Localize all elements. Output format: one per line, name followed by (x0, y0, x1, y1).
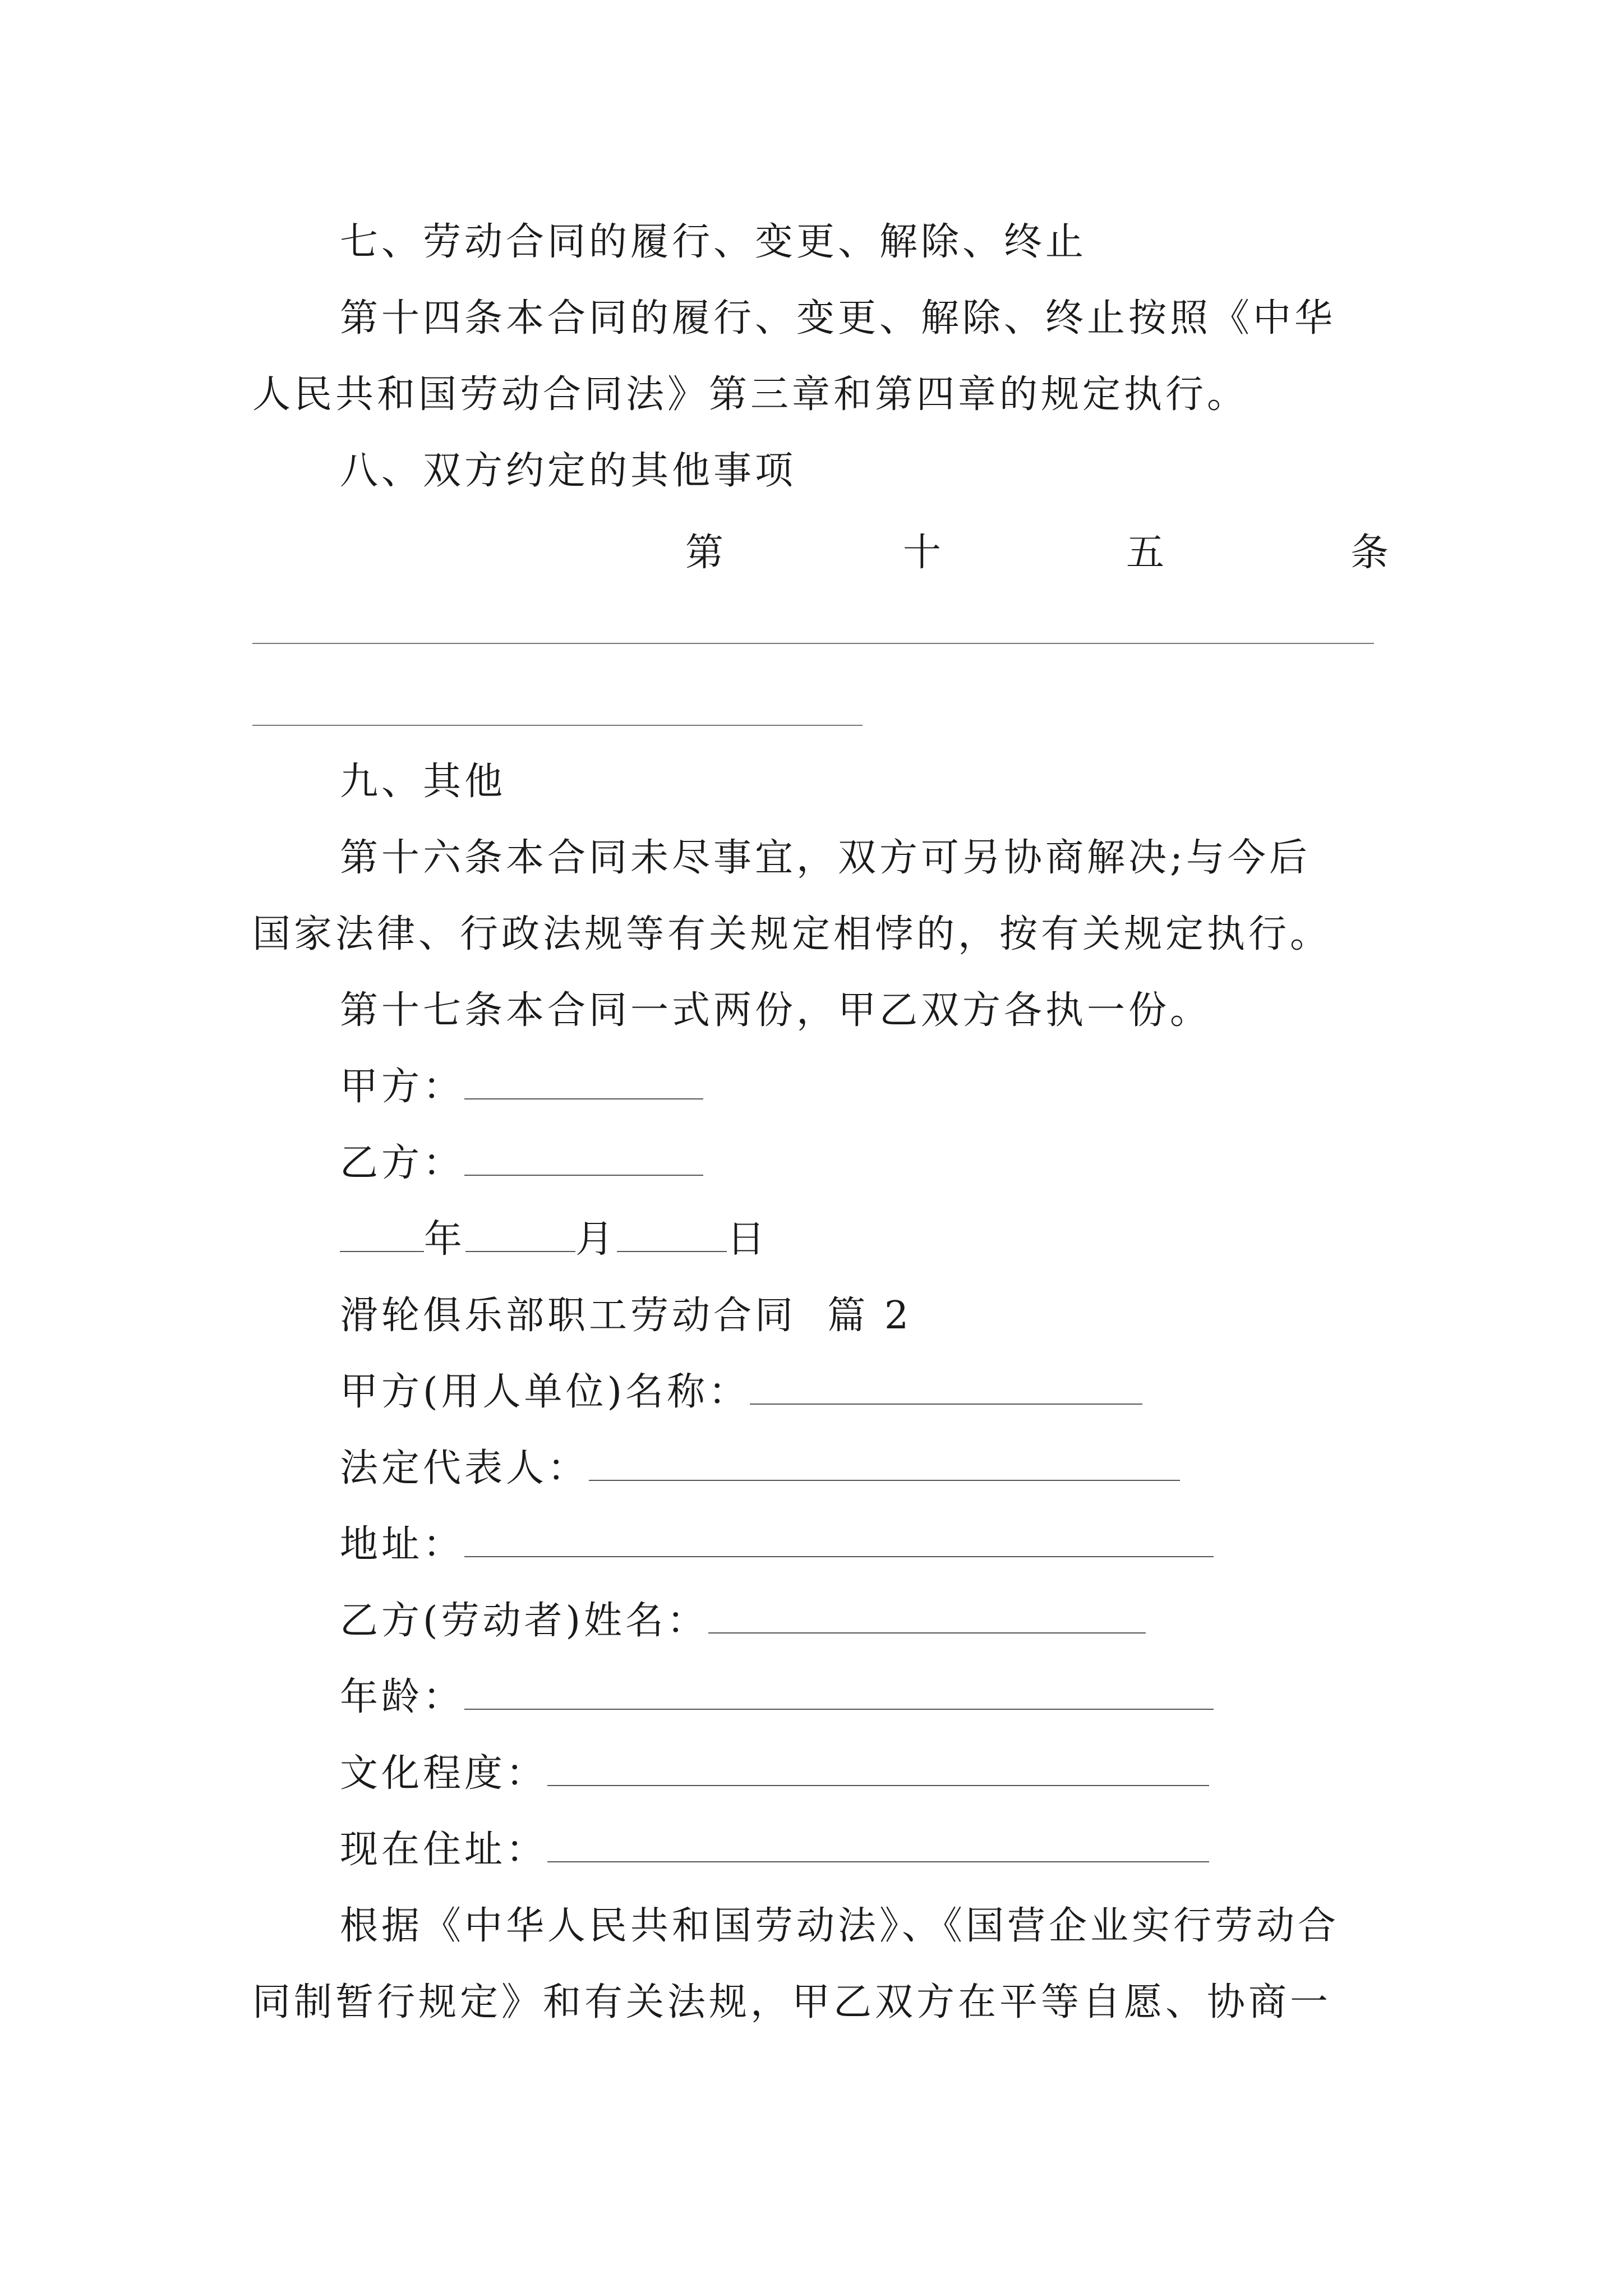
day-label: 日 (727, 1217, 769, 1262)
age-label: 年龄： (340, 1675, 465, 1719)
party-b-signature-row (340, 1141, 703, 1185)
employee-field[interactable] (708, 1630, 1146, 1634)
residence-field[interactable] (547, 1859, 1209, 1862)
employer-field[interactable] (750, 1401, 1142, 1405)
address-field[interactable] (464, 1554, 1214, 1557)
day-field[interactable] (617, 1249, 727, 1252)
legal-rep-row (340, 1446, 1180, 1490)
education-label: 文化程度： (340, 1751, 548, 1796)
article-16-line-2: 国家法律、行政法规等有关规定相悖的，按有关规定执行。 (252, 912, 1332, 956)
date-row (340, 1217, 769, 1262)
residence-row (340, 1828, 1209, 1872)
party-b-label: 乙方： (340, 1141, 465, 1185)
month-label: 月 (575, 1217, 617, 1262)
employer-row (340, 1370, 1142, 1414)
article-14-line-2: 人民共和国劳动合同法》第三章和第四章的规定执行。 (252, 372, 1249, 417)
employee-label: 乙方(劳动者)姓名： (340, 1599, 709, 1643)
article-15-char-3: 五 (1126, 531, 1165, 575)
article-16-line-1: 第十六条本合同未尽事宜，双方可另协商解决;与今后 (340, 836, 1311, 880)
year-field[interactable] (340, 1249, 424, 1252)
article-15-char-4: 条 (1350, 531, 1389, 575)
section-9-heading: 九、其他 (340, 760, 506, 804)
education-row (340, 1751, 1209, 1796)
article-15-char-1: 第 (685, 531, 724, 575)
party-b-signature-field[interactable] (464, 1172, 703, 1176)
party-a-signature-row (340, 1065, 703, 1109)
address-label: 地址： (340, 1522, 465, 1567)
section-7-heading: 七、劳动合同的履行、变更、解除、终止 (340, 220, 1087, 264)
age-field[interactable] (464, 1706, 1214, 1710)
residence-label: 现在住址： (340, 1828, 548, 1872)
employer-label: 甲方(用人单位)名称： (340, 1370, 750, 1414)
party-a-signature-field[interactable] (464, 1096, 703, 1099)
month-field[interactable] (465, 1249, 575, 1252)
age-row (340, 1675, 1214, 1719)
article-15-blank-line-1 (252, 643, 1374, 644)
education-field[interactable] (547, 1783, 1209, 1786)
legal-rep-label: 法定代表人： (340, 1446, 589, 1490)
party-a-label: 甲方： (340, 1065, 465, 1109)
article-14-line-1: 第十四条本合同的履行、变更、解除、终止按照《中华 (340, 296, 1336, 341)
employee-row (340, 1599, 1146, 1643)
preamble-line-1: 根据《中华人民共和国劳动法》、《国营企业实行劳动合 (340, 1904, 1340, 1948)
article-15-blank-line-2 (252, 725, 863, 726)
year-label: 年 (424, 1217, 466, 1262)
section-8-heading: 八、双方约定的其他事项 (340, 449, 797, 493)
preamble-line-2: 同制暂行规定》和有关法规，甲乙双方在平等自愿、协商一 (252, 1980, 1332, 2024)
legal-rep-field[interactable] (589, 1478, 1180, 1481)
contract-2-title: 滑轮俱乐部职工劳动合同 篇 2 (340, 1294, 912, 1338)
article-15-char-2: 十 (903, 531, 942, 575)
article-17: 第十七条本合同一式两份，甲乙双方各执一份。 (340, 988, 1212, 1033)
address-row (340, 1522, 1214, 1567)
